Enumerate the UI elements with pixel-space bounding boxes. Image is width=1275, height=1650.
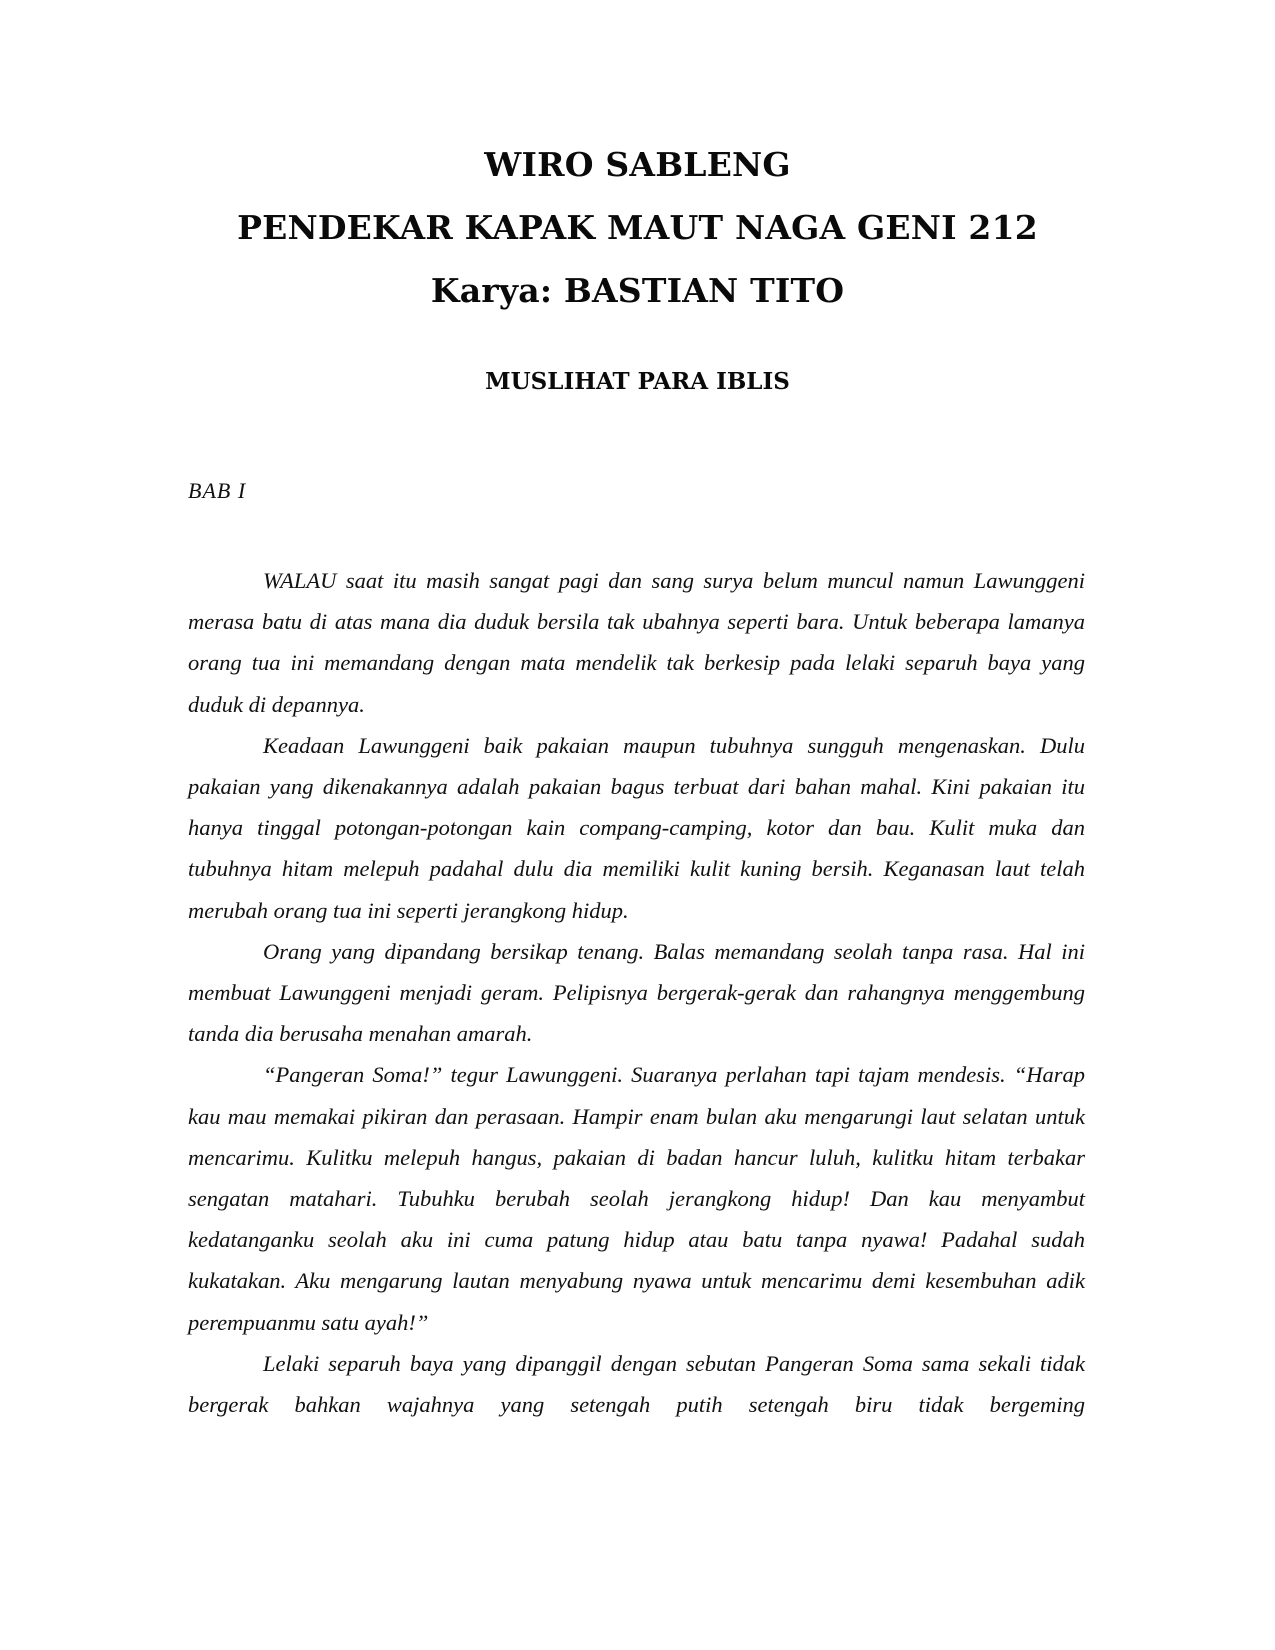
- paragraph: Orang yang dipandang bersikap tenang. Balas memandang seolah tanpa rasa. Hal ini membuat Lawunggeni menjadi geram. Pelipisnya bergerak-gerak dan rahangnya menggembung tanda dia berusaha menahan amarah.: [188, 938, 1085, 1047]
- series-subtitle: PENDEKAR KAPAK MAUT NAGA GENI 212: [237, 208, 1038, 247]
- paragraph: WALAU saat itu masih sangat pagi dan sang surya belum muncul namun Lawunggeni merasa batu di atas mana dia duduk bersila tak ubahnya seperti bara. Untuk beberapa lamanya orang tua ini memandang dengan mata mendelik tak berkesip pada lelaki separuh baya yang duduk di depannya.: [188, 568, 1085, 717]
- paragraph: “Pangeran Soma!” tegur Lawunggeni. Suaranya perlahan tapi tajam mendesis. “Harap kau mau memakai pikiran dan perasaan. Hampir enam bulan aku mengarungi laut selatan untuk mencarimu. Kulitku melepuh hangus, pakaian di badan hancur luluh, kulitku hitam terbakar sengatan matahari. Tubuhku berubah seolah jerangkong hidup! Dan kau menyambut kedatanganku seolah aku ini cuma patung hidup atau batu tanpa nyawa! Padahal sudah kukatakan. Aku mengarung lautan menyabung nyawa untuk mencarimu demi kesembuhan adik perempuanmu satu ayah!”: [188, 1062, 1085, 1335]
- paragraph: Lelaki separuh baya yang dipanggil dengan sebutan Pangeran Soma sama sekali tidak bergerak bahkan wajahnya yang setengah putih setengah biru tidak bergeming: [188, 1350, 1085, 1418]
- author-line: Karya: BASTIAN TITO: [430, 271, 845, 310]
- chapter-label: BAB I: [188, 478, 247, 503]
- paragraph: Keadaan Lawunggeni baik pakaian maupun tubuhnya sungguh mengenaskan. Dulu pakaian yang dikenakannya adalah pakaian bagus terbuat dari bahan mahal. Kini pakaian itu hanya tinggal potongan-potongan kain compang-camping, kotor dan bau. Kulit muka dan tubuhnya hitam melepuh padahal dulu dia memiliki kulit kuning bersih. Keganasan laut telah merubah orang tua ini seperti jerangkong hidup.: [188, 732, 1085, 923]
- episode-title: MUSLIHAT PARA IBLIS: [485, 368, 790, 395]
- series-title: WIRO SABLENG: [484, 145, 791, 184]
- body-text: [188, 560, 1085, 1425]
